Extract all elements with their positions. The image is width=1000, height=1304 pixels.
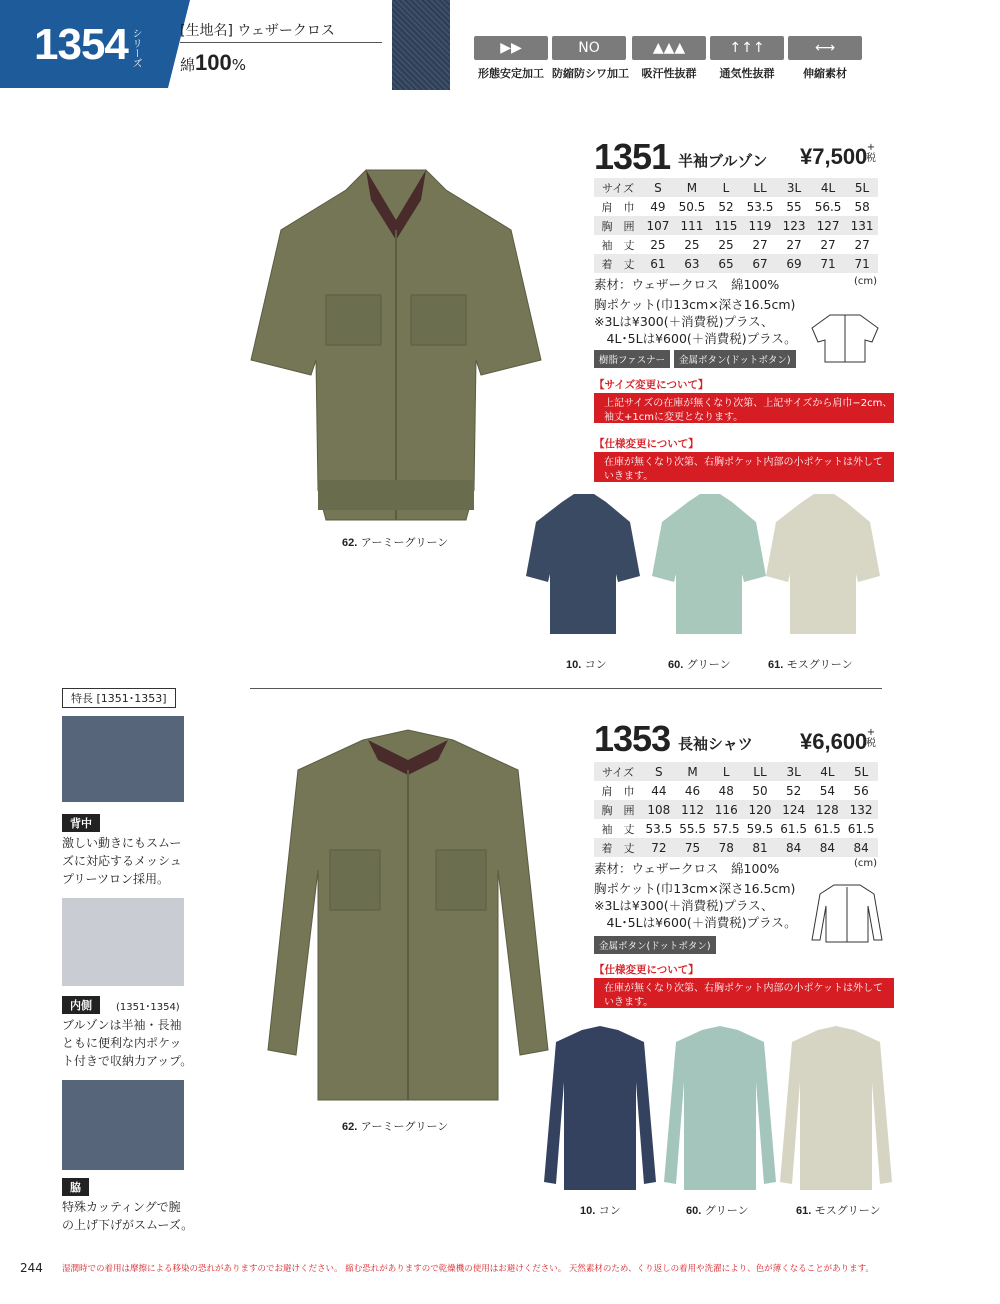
feature-desc-side: 特殊カッティングで腕 の上げ下げがスムーズ。 [62, 1200, 194, 1232]
feature-sweat-absorb: ▲▲▲ 吸汗性抜群 [632, 36, 706, 81]
size-cell: 55.5 [676, 819, 710, 838]
color-label-1353-10: 10. コン [580, 1204, 621, 1217]
size-cell: S [642, 178, 674, 197]
care-notice: 湿潤時での着用は摩擦による移染の恐れがありますのでお避けください。 縮む恐れがありますので乾燥機の使用はお避けください。 天然素材のため、くり返しの着用や洗濯により、色が薄くなることがあります。 [62, 1264, 874, 1274]
size-cell: 132 [844, 800, 878, 819]
main-color-label-1351: 62. アーミーグリーン [342, 536, 449, 549]
size-row [594, 235, 878, 254]
size-cell: 58 [846, 197, 878, 216]
size-cell: 着 丈 [594, 254, 642, 273]
size-cell: 59.5 [743, 819, 777, 838]
feature-note-inside: (1351･1354) [116, 1002, 180, 1013]
shirt-1353-green [660, 1026, 780, 1196]
size-cell: 116 [709, 800, 743, 819]
feature-breathable: ↑↑↑ 通気性抜群 [710, 36, 784, 81]
size-cell: 84 [777, 838, 811, 857]
size-cell: 127 [810, 216, 846, 235]
size-cell: 5L [846, 178, 878, 197]
size-cell: 78 [709, 838, 743, 857]
size-cell: 75 [676, 838, 710, 857]
size-row [594, 838, 878, 857]
spec-change-notice-1351: 在庫が無くなり次第、右胸ポケット内部の小ポケットは外して いきます。 [594, 452, 894, 482]
fabric-swatch [392, 0, 450, 90]
size-cell: 71 [846, 254, 878, 273]
size-cell: 123 [778, 216, 810, 235]
tax-note-1351: + 税 [866, 142, 876, 164]
size-cell: 49 [642, 197, 674, 216]
size-header-row [594, 762, 878, 781]
size-cell: M [674, 178, 710, 197]
size-cell: 111 [674, 216, 710, 235]
feature-tag-back: 背中 [62, 814, 100, 832]
size-row [594, 819, 878, 838]
size-cell: 肩 巾 [594, 781, 642, 800]
size-cell: 54 [811, 781, 845, 800]
size-row [594, 781, 878, 800]
size-cell: 56.5 [810, 197, 846, 216]
price-1351: ¥7,500 [800, 144, 868, 169]
feature-no-shrink: NO 防縮防シワ加工 [552, 36, 626, 81]
size-cell: 5L [844, 762, 878, 781]
size-cell: 107 [642, 216, 674, 235]
size-cell: 67 [742, 254, 778, 273]
series-tab [0, 0, 168, 88]
size-cell: 56 [844, 781, 878, 800]
fabric-divider [180, 42, 382, 43]
feature-tag-inside: 内側 [62, 996, 100, 1014]
size-cell: 61.5 [811, 819, 845, 838]
size-cell: L [709, 762, 743, 781]
size-cell: 81 [743, 838, 777, 857]
size-cell: 72 [642, 838, 676, 857]
jacket-1351-navy [522, 494, 642, 644]
size-table-1353 [594, 762, 878, 857]
size-cell: 69 [778, 254, 810, 273]
product-code-1351: 1351 [594, 136, 671, 177]
jacket-1351-green [648, 494, 768, 644]
size-cell: 53.5 [742, 197, 778, 216]
size-cell: 55 [778, 197, 810, 216]
size-cell: LL [743, 762, 777, 781]
price-1353: ¥6,600 [800, 729, 868, 754]
size-cell: 胸 囲 [594, 216, 642, 235]
size-cell: 65 [710, 254, 742, 273]
size-cell: 61.5 [777, 819, 811, 838]
color-label-1351-60: 60. グリーン [668, 658, 731, 671]
features-title: 特長 [1351･1353] [62, 688, 176, 708]
size-cell: 50 [743, 781, 777, 800]
unit-1351: (cm) [854, 276, 878, 287]
size-cell: 128 [811, 800, 845, 819]
material-1351: 素材：ウェザークロス 綿100% [594, 277, 780, 292]
size-cell: 27 [846, 235, 878, 254]
size-table-1351 [594, 178, 878, 273]
breathable-icon: ↑↑↑ [710, 36, 784, 60]
main-color-label-1353: 62. アーミーグリーン [342, 1120, 449, 1133]
size-cell: 71 [810, 254, 846, 273]
feature-stretch: ⟷ 伸縮素材 [788, 36, 862, 81]
size-cell: 52 [777, 781, 811, 800]
size-row [594, 216, 878, 235]
size-cell: LL [742, 178, 778, 197]
size-cell: サイズ [594, 762, 642, 781]
size-cell: 57.5 [709, 819, 743, 838]
jacket-1351-image [236, 160, 556, 540]
size-cell: 25 [674, 235, 710, 254]
material-1353: 素材：ウェザークロス 綿100% [594, 861, 780, 876]
back-mesh-photo [62, 716, 184, 802]
stretch-icon: ⟷ [788, 36, 862, 60]
size-cell: 53.5 [642, 819, 676, 838]
size-cell: 4L [811, 762, 845, 781]
size-cell: 50.5 [674, 197, 710, 216]
color-label-1353-60: 60. グリーン [686, 1204, 749, 1217]
size-cell: 25 [710, 235, 742, 254]
size-header-row [594, 178, 878, 197]
size-cell: 46 [676, 781, 710, 800]
sweat-absorb-icon: ▲▲▲ [632, 36, 706, 60]
color-label-1351-61: 61. モスグリーン [768, 658, 853, 671]
size-cell: 27 [810, 235, 846, 254]
feature-tag-side: 脇 [62, 1178, 89, 1196]
pocket-spec-1351: 胸ポケット(巾13cm×深さ16.5cm) ※3Lは¥300(＋消費税)プラス、 4L･5Lは¥600(＋消費税)プラス。 [594, 297, 797, 346]
size-cell: 着 丈 [594, 838, 642, 857]
size-cell: 胸 囲 [594, 800, 642, 819]
product-name-1351: 半袖ブルゾン [678, 152, 768, 170]
page-number: 244 [20, 1261, 43, 1275]
feature-desc-back: 激しい動きにもスムー ズに対応するメッシュ プリーツロン採用。 [62, 836, 182, 886]
size-cell: 袖 丈 [594, 235, 642, 254]
size-cell: 115 [710, 216, 742, 235]
tax-note-1353: + 税 [866, 727, 876, 749]
size-row [594, 197, 878, 216]
shirt-1353-image [258, 730, 558, 1110]
size-cell: 84 [811, 838, 845, 857]
fabric-label: [生地名] ウェザークロス [180, 23, 335, 39]
size-cell: 肩 巾 [594, 197, 642, 216]
size-cell: 61.5 [844, 819, 878, 838]
size-cell: 112 [676, 800, 710, 819]
unit-1353: (cm) [854, 858, 878, 869]
product-name-1353: 長袖シャツ [678, 735, 753, 753]
size-cell: M [676, 762, 710, 781]
size-cell: 3L [778, 178, 810, 197]
size-row [594, 254, 878, 273]
size-change-notice: 上記サイズの在庫が無くなり次第、上記サイズから肩巾−2cm、 袖丈+1cmに変更となります。 [594, 393, 894, 423]
size-cell: 108 [642, 800, 676, 819]
size-cell: 124 [777, 800, 811, 819]
size-cell: 63 [674, 254, 710, 273]
jacket-1351-moss [762, 494, 882, 644]
shirt-1353-navy [540, 1026, 660, 1196]
spec-change-heading-1351: 【仕様変更について】 [594, 438, 699, 450]
tag-metal-button-1353: 金属ボタン(ドットボタン) [594, 936, 716, 954]
size-cell: L [710, 178, 742, 197]
size-cell: 25 [642, 235, 674, 254]
section-divider [250, 688, 882, 689]
shape-stability-icon: ▶▶ [474, 36, 548, 60]
size-cell: 61 [642, 254, 674, 273]
size-cell: 84 [844, 838, 878, 857]
color-label-1351-10: 10. コン [566, 658, 607, 671]
fabric-composition: 綿100% [180, 50, 246, 75]
size-cell: 119 [742, 216, 778, 235]
inner-pocket-photo [62, 898, 184, 986]
size-cell: 27 [742, 235, 778, 254]
size-cell: 44 [642, 781, 676, 800]
size-row [594, 800, 878, 819]
size-cell: サイズ [594, 178, 642, 197]
size-change-heading: 【サイズ変更について】 [594, 379, 709, 391]
shirt-1353-diagram [812, 882, 882, 944]
spec-change-heading-1353: 【仕様変更について】 [594, 964, 699, 976]
side-cut-photo [62, 1080, 184, 1170]
no-shrink-icon: NO [552, 36, 626, 60]
pocket-spec-1353: 胸ポケット(巾13cm×深さ16.5cm) ※3Lは¥300(＋消費税)プラス、 4L･5Lは¥600(＋消費税)プラス。 [594, 881, 797, 930]
tag-metal-button-1351: 金属ボタン(ドットボタン) [674, 350, 796, 368]
color-label-1353-61: 61. モスグリーン [796, 1204, 881, 1217]
product-code-1353: 1353 [594, 718, 671, 759]
size-cell: 27 [778, 235, 810, 254]
feature-desc-inside: ブルゾンは半袖・長袖 ともに便利な内ポケッ ト付きで収納力アップ。 [62, 1018, 193, 1068]
size-cell: 袖 丈 [594, 819, 642, 838]
size-cell: 4L [810, 178, 846, 197]
jacket-1351-diagram [810, 310, 880, 366]
size-cell: 3L [777, 762, 811, 781]
feature-shape-stability: ▶▶ 形態安定加工 [474, 36, 548, 81]
size-cell: 48 [709, 781, 743, 800]
size-cell: S [642, 762, 676, 781]
size-cell: 52 [710, 197, 742, 216]
spec-change-notice-1353: 在庫が無くなり次第、右胸ポケット内部の小ポケットは外して いきます。 [594, 978, 894, 1008]
series-number: 1354 [34, 20, 128, 69]
series-suffix: シリーズ [130, 28, 141, 68]
shirt-1353-moss [776, 1026, 896, 1196]
size-cell: 131 [846, 216, 878, 235]
size-cell: 120 [743, 800, 777, 819]
tag-resin-zipper: 樹脂ファスナー [594, 350, 670, 368]
